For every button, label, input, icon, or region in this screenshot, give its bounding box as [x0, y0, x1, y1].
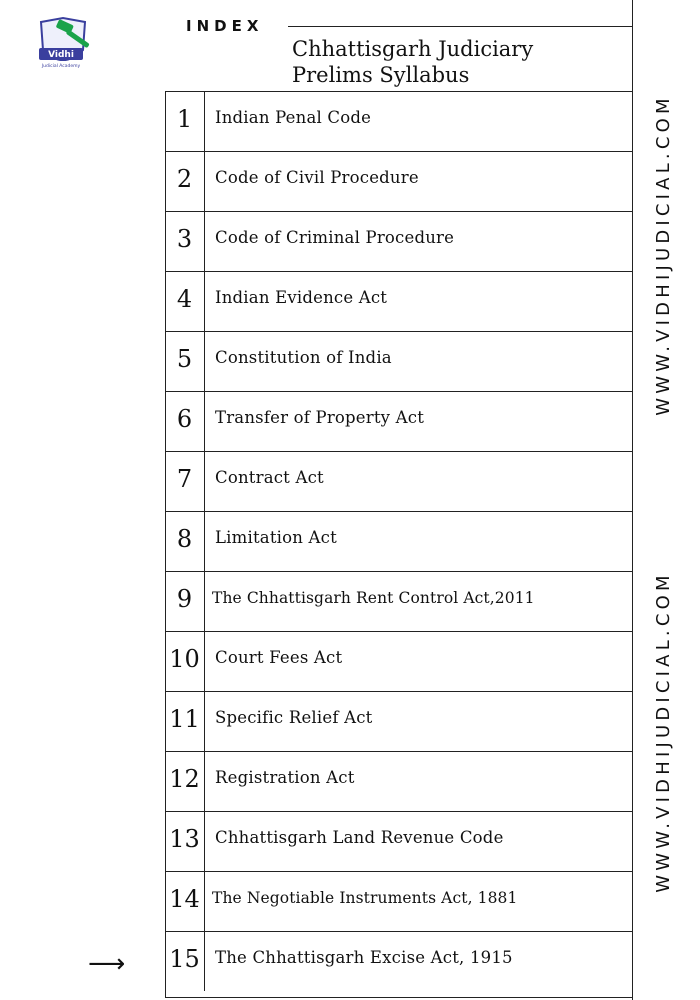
row-number: 4 — [165, 272, 205, 331]
title-rule — [288, 26, 632, 27]
row-number: 2 — [165, 152, 205, 211]
table-row — [165, 931, 633, 991]
row-label: Constitution of India — [215, 348, 392, 367]
row-label: Contract Act — [215, 468, 324, 487]
row-label: Transfer of Property Act — [215, 408, 425, 427]
row-label: Code of Criminal Procedure — [215, 228, 455, 247]
index-label: INDEX — [186, 17, 264, 35]
row-number: 10 — [165, 632, 205, 691]
table-row — [165, 871, 633, 931]
table-row — [165, 331, 633, 391]
logo-text: Vidhi — [48, 50, 74, 60]
row-label: Code of Civil Procedure — [215, 168, 419, 187]
row-label: Limitation Act — [215, 528, 337, 547]
title-line-2: Prelims Syllabus — [292, 63, 470, 87]
table-row — [165, 691, 633, 751]
vidhi-logo — [33, 16, 97, 72]
row-label: Indian Penal Code — [215, 108, 372, 127]
row-number: 6 — [165, 392, 205, 451]
row-number: 15 — [165, 932, 205, 991]
table-row — [165, 631, 633, 691]
row-label: The Chhattisgarh Rent Control Act,2011 — [212, 588, 535, 607]
table-row — [165, 391, 633, 451]
syllabus-table — [165, 91, 633, 991]
logo-subtext: Judicial Academy — [41, 64, 81, 69]
row-number: 13 — [165, 812, 205, 871]
table-row — [165, 751, 633, 811]
table-row — [165, 511, 633, 571]
row-number: 9 — [165, 572, 205, 631]
row-number: 11 — [165, 692, 205, 751]
watermark-url-top: WWW.VIDHIJUDICIAL.COM — [653, 94, 674, 416]
row-number: 14 — [165, 872, 205, 931]
table-row — [165, 211, 633, 271]
right-arrow-icon: ⟶ — [88, 949, 126, 979]
page-title — [292, 36, 533, 88]
title-line-1: Chhattisgarh Judiciary — [292, 37, 534, 61]
row-number: 5 — [165, 332, 205, 391]
row-number: 7 — [165, 452, 205, 511]
row-label: The Negotiable Instruments Act, 1881 — [212, 888, 518, 907]
watermark-url-bottom: WWW.VIDHIJUDICIAL.COM — [653, 571, 674, 893]
row-number: 1 — [165, 92, 205, 151]
row-label: Chhattisgarh Land Revenue Code — [215, 828, 504, 847]
row-label: Registration Act — [215, 768, 355, 787]
table-row — [165, 91, 633, 151]
table-row — [165, 151, 633, 211]
table-row — [165, 811, 633, 871]
table-row — [165, 571, 633, 631]
row-number: 8 — [165, 512, 205, 571]
table-row — [165, 271, 633, 331]
row-label: Indian Evidence Act — [215, 288, 388, 307]
table-row — [165, 451, 633, 511]
row-label: The Chhattisgarh Excise Act, 1915 — [215, 948, 513, 967]
row-number: 3 — [165, 212, 205, 271]
row-label: Court Fees Act — [215, 648, 343, 667]
row-number: 12 — [165, 752, 205, 811]
table-bottom-border — [165, 997, 633, 998]
row-label: Specific Relief Act — [215, 708, 373, 727]
